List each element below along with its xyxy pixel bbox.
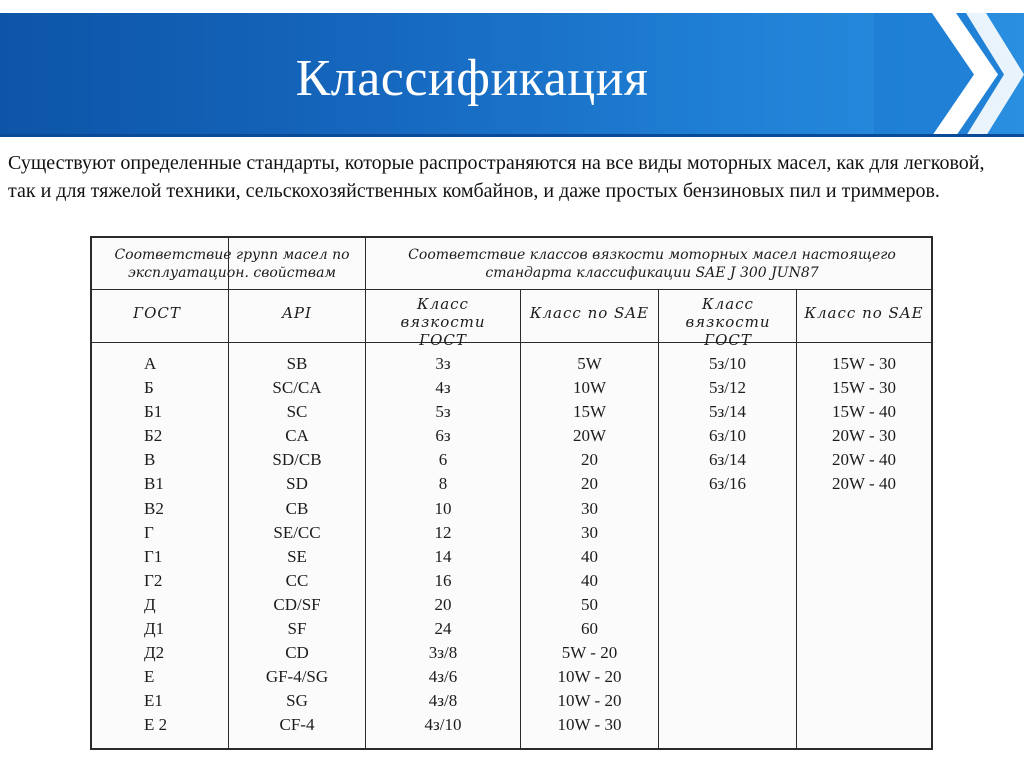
viscosity-gost-cell: 5з/12 (709, 378, 746, 398)
gost-cell: Д1 (144, 619, 165, 639)
viscosity-gost-cell: 4з/6 (428, 667, 458, 687)
api-cell: SE/CC (273, 522, 321, 542)
viscosity-gost-2-column (659, 352, 796, 497)
api-cell: SC/CA (272, 378, 322, 398)
banner-underline (0, 134, 1024, 137)
api-cell: CA (285, 426, 309, 446)
gost-cell: Г2 (144, 570, 163, 590)
api-cell: SD (286, 474, 308, 494)
sae-cell: 30 (581, 498, 598, 518)
gost-cell: Б (144, 378, 154, 398)
viscosity-gost-cell: 3з (435, 354, 451, 373)
sae-cell: 20W (572, 426, 607, 446)
api-cell: CD (285, 643, 309, 663)
sae-2-column (797, 352, 931, 497)
api-cell: CC (285, 570, 309, 590)
gost-cell: Е1 (144, 691, 163, 711)
sae-cell: 10W (572, 378, 607, 398)
gost-cell: Г (144, 522, 154, 542)
viscosity-gost-cell: 6 (438, 450, 448, 470)
column-header-gost: ГОСТ (133, 304, 181, 322)
intro-paragraph: Существуют определенные стандарты, которые распространяются на все виды моторных масел, как для легковой, так и для тяжелой техники, сельскохозяйственных комбайнов, и даже простых бензиновых пил и триммеров. (8, 152, 985, 202)
gost-cell: Г1 (144, 546, 163, 566)
sae-cell: 5W - 20 (561, 643, 618, 663)
sae-cell: 10W - 20 (557, 691, 622, 711)
gost-column (144, 352, 224, 738)
sae-cell: 10W - 20 (557, 667, 622, 687)
viscosity-gost-cell: 5з/10 (709, 354, 746, 373)
viscosity-gost-cell: 6з/16 (709, 474, 746, 494)
viscosity-gost-cell: 10 (434, 498, 452, 518)
viscosity-gost-cell: 4з (435, 378, 451, 398)
viscosity-gost-cell: 6з/14 (709, 450, 746, 470)
gost-cell: В2 (144, 498, 164, 518)
sae-cell: 20W - 30 (832, 426, 896, 446)
column-header-viscosity-gost-1: Класс вязкости ГОСТ (400, 295, 486, 349)
title-banner (0, 13, 1024, 136)
api-cell: SF (287, 619, 307, 639)
table-divider (92, 289, 931, 290)
gost-cell: Д2 (144, 643, 165, 663)
sae-cell: 20 (581, 450, 598, 470)
gost-cell: Е 2 (144, 715, 168, 735)
sae-1-column (521, 352, 658, 738)
viscosity-gost-1-column (366, 352, 520, 738)
gost-cell: В (144, 450, 156, 470)
api-cell: SE (287, 546, 307, 566)
table-divider (92, 342, 931, 343)
viscosity-gost-cell: 3з/8 (428, 643, 458, 663)
sae-cell: 40 (581, 546, 598, 566)
sae-cell: 30 (581, 522, 598, 542)
viscosity-gost-cell: 20 (434, 594, 452, 614)
viscosity-gost-cell: 4з/10 (424, 715, 462, 735)
sae-cell: 40 (581, 570, 598, 590)
column-header-api: API (282, 304, 312, 322)
group-header-left: Соответствие групп масел по эксплуатацион. свойствам (114, 247, 350, 281)
viscosity-gost-cell: 16 (434, 570, 452, 590)
group-header-right: Соответствие классов вязкости моторных масел настоящего стандарта классификации SAE J 300 JUN87 (408, 247, 896, 281)
double-chevron-icon (874, 13, 1024, 136)
sae-cell: 20W - 40 (832, 474, 896, 494)
viscosity-gost-cell: 5з/14 (709, 402, 746, 422)
gost-cell: Д (144, 594, 156, 614)
api-cell: GF-4/SG (265, 667, 329, 687)
api-cell: SD/CB (272, 450, 322, 470)
viscosity-gost-cell: 12 (434, 522, 452, 542)
viscosity-gost-cell: 6з (435, 426, 451, 446)
sae-cell: 15W - 40 (832, 402, 896, 422)
sae-cell: 50 (581, 594, 598, 614)
sae-cell: 15W - 30 (832, 354, 896, 373)
sae-cell: 10W - 30 (557, 715, 622, 735)
gost-cell: В1 (144, 474, 164, 494)
sae-cell: 20 (581, 474, 598, 494)
gost-cell: А (144, 354, 157, 373)
api-cell: CB (285, 498, 309, 518)
sae-cell: 20W - 40 (832, 450, 896, 470)
viscosity-gost-cell: 14 (434, 546, 452, 566)
sae-cell: 60 (581, 619, 598, 639)
viscosity-gost-cell: 6з/10 (709, 426, 746, 446)
viscosity-gost-cell: 4з/8 (428, 691, 458, 711)
column-header-viscosity-gost-2: Класс вязкости ГОСТ (685, 295, 771, 349)
gost-cell: Б2 (144, 426, 163, 446)
viscosity-gost-cell: 24 (434, 619, 452, 639)
sae-cell: 5W (577, 354, 602, 373)
api-cell: CF-4 (279, 715, 315, 735)
api-cell: CD/SF (273, 594, 321, 614)
api-cell: SC (286, 402, 308, 422)
viscosity-gost-cell: 8 (438, 474, 448, 494)
viscosity-gost-cell: 5з (435, 402, 451, 422)
api-cell: SG (286, 691, 308, 711)
api-column (229, 352, 365, 738)
gost-cell: Б1 (144, 402, 163, 422)
column-header-sae-2: Класс по SAE (804, 304, 924, 322)
page-title: Классификация (295, 50, 649, 107)
classification-table (90, 236, 933, 750)
sae-cell: 15W - 30 (832, 378, 896, 398)
api-cell: SB (286, 354, 308, 373)
column-header-sae-1: Класс по SAE (529, 304, 650, 322)
gost-cell: Е (144, 667, 155, 687)
sae-cell: 15W (572, 402, 607, 422)
